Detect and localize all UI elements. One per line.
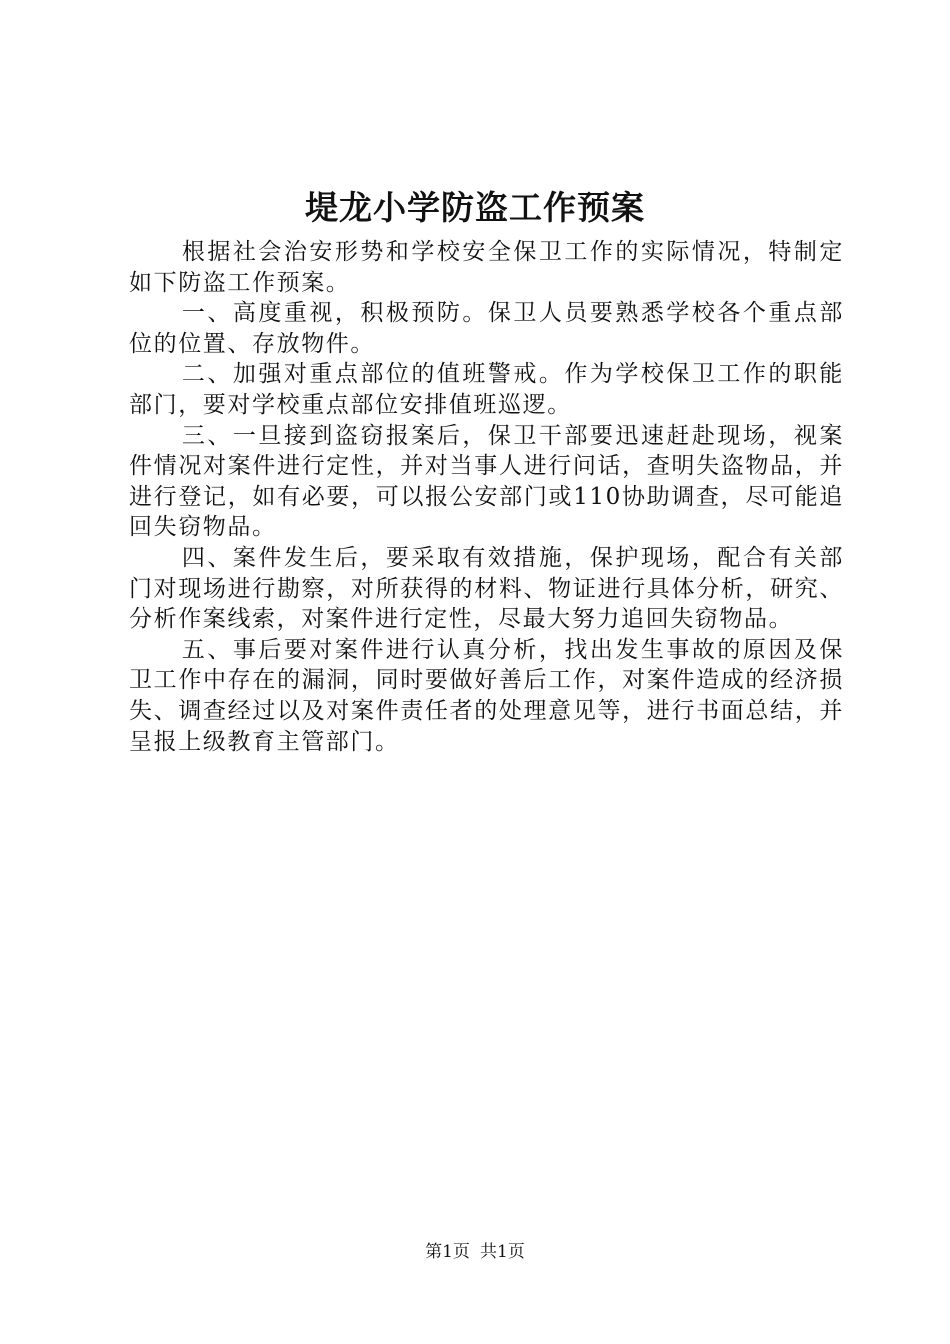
paragraph-intro: 根据社会治安形势和学校安全保卫工作的实际情况，特制定如下防盗工作预案。	[129, 239, 844, 296]
page-number: 第1页	[425, 1242, 470, 1262]
paragraph-item-4: 四、案件发生后，要采取有效措施，保护现场，配合有关部门对现场进行勘察，对所获得的材料、物证进行具体分析，研究、分析作案线索，对案件进行定性，尽最大努力追回失窃物品。	[129, 544, 844, 633]
page-total: 共1页	[480, 1242, 525, 1262]
paragraph-item-5: 五、事后要对案件进行认真分析，找出发生事故的原因及保卫工作中存在的漏洞，同时要做好善后工作，对案件造成的经济损失、调查经过以及对案件责任者的处理意见等，进行书面总结，并呈报上级教育主管部门。	[129, 636, 844, 755]
document-body	[129, 237, 844, 757]
page-footer	[0, 1240, 950, 1264]
paragraph-item-3: 三、一旦接到盗窃报案后，保卫干部要迅速赶赴现场，视案件情况对案件进行定性，并对当事人进行问话，查明失盗物品，并进行登记，如有必要，可以报公安部门或110协助调查，尽可能追回失窃物品。	[129, 422, 844, 541]
paragraph-item-2: 二、加强对重点部位的值班警戒。作为学校保卫工作的职能部门，要对学校重点部位安排值班巡逻。	[129, 361, 844, 418]
document-title: 堤龙小学防盗工作预案	[305, 188, 645, 227]
paragraph-item-1: 一、高度重视，积极预防。保卫人员要熟悉学校各个重点部位的位置、存放物件。	[129, 300, 844, 357]
